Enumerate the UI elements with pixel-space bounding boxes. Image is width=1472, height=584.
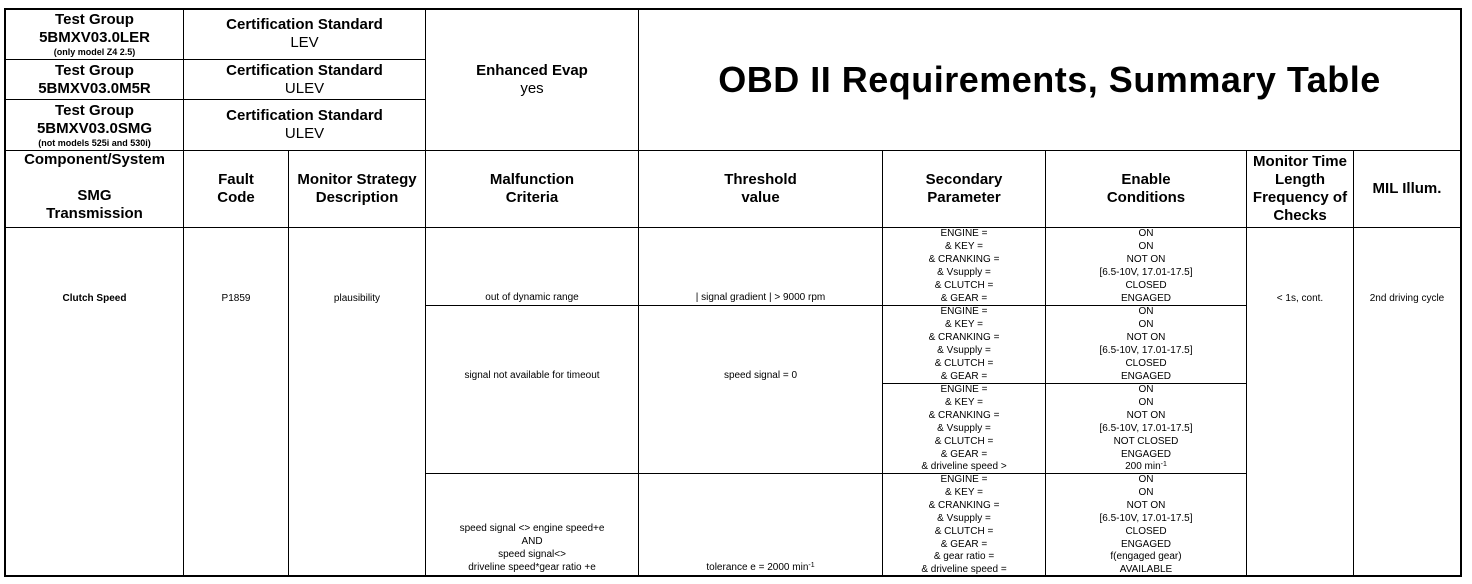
- param-1-3: & CRANKING =: [928, 253, 1000, 265]
- param-2-4: & Vsupply =: [937, 344, 991, 356]
- cert-standard-3: [184, 100, 425, 150]
- col-header-enable-line2: Conditions: [1106, 189, 1186, 206]
- malfunction-row-3: [426, 474, 638, 575]
- col-header-secondary-line2: Parameter: [927, 189, 1001, 206]
- col-header-fault-code-line2: Code: [217, 189, 255, 206]
- col-header-component: [6, 151, 183, 227]
- enable-conditions-2: [1046, 306, 1246, 383]
- threshold-row-3-text: [706, 562, 814, 575]
- value-2-4: [6.5-10V, 17.01-17.5]: [1099, 344, 1193, 356]
- cert-standard-2-value: ULEV: [284, 79, 325, 97]
- param-4-7: & gear ratio =: [933, 551, 995, 563]
- strategy-text: plausibility: [333, 292, 381, 304]
- malfunction-row-3-line4: driveline speed*gear ratio +e: [468, 562, 596, 574]
- cert-standard-3-label: Certification Standard: [226, 107, 383, 124]
- mil-text: 2nd driving cycle: [1369, 292, 1445, 304]
- page-title: [639, 10, 1460, 150]
- value-3-2: ON: [1138, 396, 1154, 408]
- cert-standard-2-label: Certification Standard: [226, 61, 383, 79]
- col-header-mil-text: MIL Illum.: [1372, 180, 1442, 197]
- malfunction-row-3-line1: speed signal <> engine speed+e: [459, 523, 605, 535]
- enable-conditions-1: [1046, 228, 1246, 305]
- value-4-3: NOT ON: [1126, 499, 1166, 511]
- value-4-1: ON: [1138, 474, 1154, 485]
- test-group-1-code: 5BMXV03.0LER: [39, 29, 150, 46]
- threshold-row-3-main: tolerance e = 2000 min: [706, 562, 809, 574]
- enhanced-evap-value: yes: [520, 80, 544, 97]
- threshold-row-1: [639, 228, 882, 305]
- col-header-component-line2: SMG: [77, 187, 112, 204]
- value-4-5: CLOSED: [1125, 525, 1167, 537]
- value-3-7: [1125, 461, 1167, 473]
- value-4-8: AVAILABLE: [1119, 564, 1173, 575]
- cert-standard-1-label: Certification Standard: [226, 16, 383, 33]
- param-3-7: & driveline speed >: [921, 461, 1007, 473]
- param-2-1: ENGINE =: [940, 306, 988, 317]
- param-2-2: & KEY =: [945, 318, 983, 330]
- param-1-2: & KEY =: [945, 240, 983, 252]
- component-name: [6, 292, 183, 306]
- col-header-secondary-line1: Secondary: [925, 171, 1003, 188]
- test-group-3-label: Test Group: [55, 102, 134, 119]
- col-header-malfunction-line1: Malfunction: [489, 171, 575, 188]
- value-3-7-sup: -1: [1160, 461, 1167, 469]
- value-3-5: NOT CLOSED: [1113, 435, 1179, 447]
- col-header-monitor-strategy: [289, 151, 425, 227]
- param-4-6: & GEAR =: [940, 538, 988, 550]
- test-group-3-code: 5BMXV03.0SMG: [36, 120, 153, 137]
- cert-standard-2: [184, 60, 425, 99]
- cert-standard-1-value: LEV: [290, 34, 319, 51]
- malfunction-row-3-line3: speed signal<>: [498, 549, 566, 561]
- col-header-monitor-strategy-line2: Description: [315, 189, 399, 206]
- enable-conditions-4: [1046, 474, 1246, 575]
- value-3-7-main: 200 min: [1125, 461, 1161, 473]
- test-group-3-note: (not models 525i and 530i): [38, 138, 151, 148]
- param-3-2: & KEY =: [945, 396, 983, 408]
- value-1-3: NOT ON: [1126, 253, 1166, 265]
- threshold-row-3-sup: -1: [808, 562, 815, 570]
- strategy-value: [289, 292, 425, 306]
- secondary-params-3: [883, 384, 1045, 473]
- param-2-6: & GEAR =: [940, 370, 988, 382]
- test-group-2: [6, 60, 183, 99]
- value-2-5: CLOSED: [1125, 357, 1167, 369]
- col-header-fault-code-line1: Fault: [218, 171, 254, 188]
- threshold-row-2-text: speed signal = 0: [723, 369, 798, 381]
- test-group-3: [6, 100, 183, 150]
- value-1-5: CLOSED: [1125, 279, 1167, 291]
- col-header-secondary: [883, 151, 1045, 227]
- value-3-3: NOT ON: [1126, 409, 1166, 421]
- enhanced-evap: [426, 10, 638, 150]
- col-header-monitor-time-line1: Monitor Time: [1253, 153, 1347, 170]
- value-3-4: [6.5-10V, 17.01-17.5]: [1099, 422, 1193, 434]
- test-group-1-label: Test Group: [55, 11, 134, 28]
- monitor-time-text: < 1s, cont.: [1276, 292, 1324, 304]
- malfunction-row-1: [426, 228, 638, 305]
- test-group-1: [6, 9, 183, 59]
- col-header-enable: [1046, 151, 1246, 227]
- cert-standard-3-value: ULEV: [284, 125, 325, 142]
- col-header-monitor-time: [1247, 151, 1353, 227]
- enable-conditions-3: [1046, 384, 1246, 473]
- value-4-4: [6.5-10V, 17.01-17.5]: [1099, 512, 1193, 524]
- component-name-text: Clutch Speed: [62, 292, 127, 304]
- param-3-1: ENGINE =: [940, 384, 988, 395]
- param-3-4: & Vsupply =: [937, 422, 991, 434]
- col-header-threshold-line2: value: [741, 189, 780, 206]
- param-4-5: & CLUTCH =: [934, 525, 994, 537]
- col-header-monitor-time-line4: Checks: [1273, 207, 1327, 224]
- value-3-6: ENGAGED: [1120, 448, 1171, 460]
- col-header-enable-line1: Enable: [1121, 171, 1171, 188]
- param-1-4: & Vsupply =: [937, 266, 991, 278]
- param-3-3: & CRANKING =: [928, 409, 1000, 421]
- cert-standard-1: [184, 9, 425, 59]
- col-header-mil: [1354, 151, 1460, 227]
- malfunction-row-1-text: out of dynamic range: [485, 292, 579, 304]
- monitor-time-value: [1247, 292, 1353, 306]
- param-3-5: & CLUTCH =: [934, 435, 994, 447]
- secondary-params-2: [883, 306, 1045, 383]
- col-header-component-line3: Transmission: [46, 205, 143, 222]
- col-header-fault-code: [184, 151, 288, 227]
- col-header-threshold-line1: Threshold: [724, 171, 797, 188]
- malfunction-row-2: [426, 369, 638, 383]
- param-4-4: & Vsupply =: [937, 512, 991, 524]
- value-4-2: ON: [1138, 486, 1154, 498]
- param-1-5: & CLUTCH =: [934, 279, 994, 291]
- value-2-3: NOT ON: [1126, 331, 1166, 343]
- threshold-row-3: [639, 474, 882, 575]
- malfunction-row-2-text: signal not available for timeout: [464, 369, 600, 381]
- value-3-1: ON: [1138, 384, 1154, 395]
- value-1-1: ON: [1138, 228, 1154, 239]
- value-4-6: ENGAGED: [1120, 538, 1171, 550]
- col-header-malfunction: [426, 151, 638, 227]
- col-header-monitor-time-line2: Length: [1275, 171, 1325, 188]
- test-group-1-note: (only model Z4 2.5): [53, 47, 136, 57]
- threshold-row-1-text: | signal gradient | > 9000 rpm: [695, 292, 826, 304]
- fault-code-text: P1859: [221, 292, 251, 304]
- value-2-6: ENGAGED: [1120, 370, 1171, 382]
- param-4-8: & driveline speed =: [921, 564, 1007, 575]
- col-header-threshold: [639, 151, 882, 227]
- value-2-2: ON: [1138, 318, 1154, 330]
- secondary-params-4: [883, 474, 1045, 575]
- param-2-5: & CLUTCH =: [934, 357, 994, 369]
- value-1-2: ON: [1138, 240, 1154, 252]
- param-1-1: ENGINE =: [940, 228, 988, 239]
- malfunction-row-3-line2: AND: [521, 536, 543, 548]
- test-group-2-code: 5BMXV03.0M5R: [38, 79, 151, 97]
- param-2-3: & CRANKING =: [928, 331, 1000, 343]
- param-4-1: ENGINE =: [940, 474, 988, 485]
- threshold-row-2: [639, 369, 882, 383]
- col-header-monitor-time-line3: Frequency of: [1252, 189, 1348, 206]
- secondary-params-1: [883, 228, 1045, 305]
- value-2-1: ON: [1138, 306, 1154, 317]
- value-1-6: ENGAGED: [1120, 292, 1171, 304]
- mil-value: [1354, 292, 1460, 306]
- param-4-3: & CRANKING =: [928, 499, 1000, 511]
- enhanced-evap-label: Enhanced Evap: [476, 62, 588, 79]
- value-1-4: [6.5-10V, 17.01-17.5]: [1099, 266, 1193, 278]
- col-header-malfunction-line2: Criteria: [505, 189, 559, 206]
- value-4-7: f(engaged gear): [1110, 551, 1182, 563]
- page-title-text: OBD II Requirements, Summary Table: [718, 59, 1381, 100]
- col-header-component-line1: Component/System: [24, 151, 165, 168]
- test-group-2-label: Test Group: [55, 61, 134, 79]
- fault-code-value: [184, 292, 288, 306]
- param-3-6: & GEAR =: [940, 448, 988, 460]
- param-4-2: & KEY =: [945, 486, 983, 498]
- col-header-monitor-strategy-line1: Monitor Strategy: [297, 171, 417, 188]
- param-1-6: & GEAR =: [940, 292, 988, 304]
